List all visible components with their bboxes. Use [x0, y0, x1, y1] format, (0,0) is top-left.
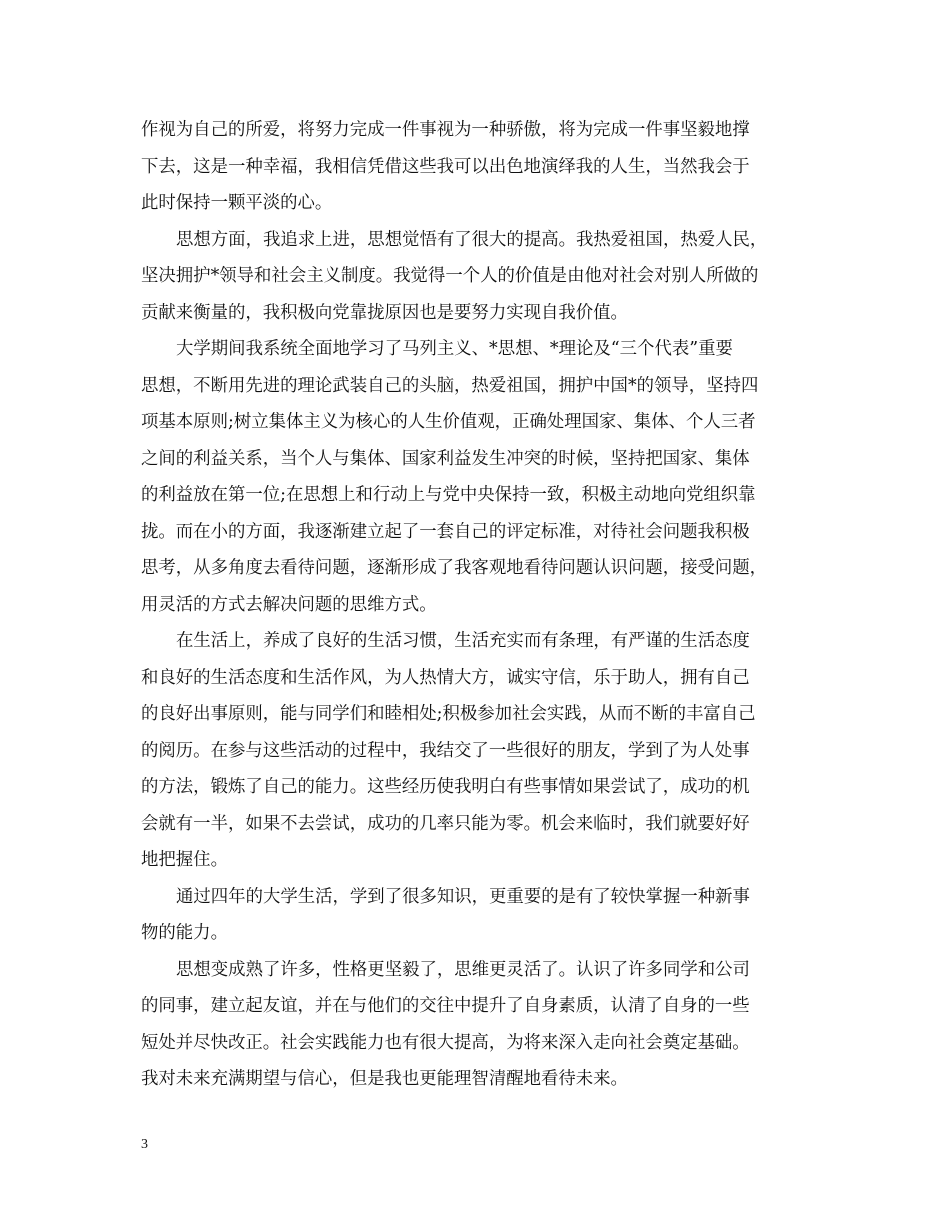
paragraph-start-line: 在生活上，养成了良好的生活习惯，生活充实而有条理，有严谨的生活态度	[176, 631, 750, 651]
text-line: 会就有一半，如果不去尝试，成功的几率只能为零。机会来临时，我们就要好好	[141, 813, 750, 834]
text-line: 用灵活的方式去解决问题的思维方式。	[141, 594, 437, 615]
text-line: 的方法，锻炼了自己的能力。这些经历使我明白有些事情如果尝试了，成功的机	[141, 777, 750, 797]
text-line: 思想，不断用先进的理论武装自己的头脑，热爱祖国，拥护中国*的领导，坚持四	[141, 375, 759, 396]
text-line: 的利益放在第一位;在思想上和行动上与党中央保持一致，积极主动地向党组织靠	[141, 485, 756, 505]
text-line: 思考，从多角度去看待问题，逐渐形成了我客观地看待问题认识问题，接受问题，	[141, 558, 768, 578]
text-line: 拢。而在小的方面，我逐渐建立起了一套自己的评定标准，对待社会问题我积极	[141, 521, 750, 542]
text-line: 坚决拥护*领导和社会主义制度。我觉得一个人的价值是由他对社会对别人所做的	[141, 266, 759, 286]
text-line: 此时保持一颗平淡的心。	[141, 193, 333, 213]
page-number: 3	[141, 1137, 148, 1152]
text-line: 我对未来充满期望与信心，但是我也更能理智清醒地看待未来。	[141, 1069, 628, 1089]
text-line: 物的能力。	[141, 923, 228, 943]
body-text	[141, 112, 821, 1098]
text-line: 项基本原则;树立集体主义为核心的人生价值观，正确处理国家、集体、个人三者	[141, 412, 756, 432]
text-line: 的良好出事原则，能与同学们和睦相处;积极参加社会实践，从而不断的丰富自己	[141, 704, 756, 724]
text-line: 作视为自己的所爱，将努力完成一件事视为一种骄傲，将为完成一件事坚毅地撑	[141, 120, 750, 140]
text-line: 的阅历。在参与这些活动的过程中，我结交了一些很好的朋友，学到了为人处事	[141, 740, 750, 761]
text-line: 的同事，建立起友谊，并在与他们的交往中提升了自身素质，认清了自身的一些	[141, 996, 750, 1016]
text-line: 贡献来衡量的，我积极向党靠拢原因也是要努力实现自我价值。	[141, 302, 628, 323]
text-line: 和良好的生活态度和生活作风，为人热情大方，诚实守信，乐于助人，拥有自己	[141, 667, 750, 688]
paragraph-start-line: 思想方面，我追求上进，思想觉悟有了很大的提高。我热爱祖国，热爱人民，	[176, 229, 768, 250]
text-line: 之间的利益关系，当个人与集体、国家利益发生冲突的时候，坚持把国家、集体	[141, 448, 750, 469]
paragraph-start-line: 大学期间我系统全面地学习了马列主义、*思想、*理论及“三个代表”重要	[176, 339, 733, 359]
text-line: 下去，这是一种幸福，我相信凭借这些我可以出色地演绎我的人生，当然我会于	[141, 156, 750, 177]
text-line: 短处并尽快改正。社会实践能力也有很大提高，为将来深入走向社会奠定基础。	[141, 1032, 750, 1053]
text-line: 地把握住。	[141, 850, 228, 870]
paragraph-start-line: 思想变成熟了许多，性格更坚毅了，思维更灵活了。认识了许多同学和公司	[176, 959, 750, 980]
paragraph-start-line: 通过四年的大学生活，学到了很多知识，更重要的是有了较快掌握一种新事	[176, 886, 750, 907]
